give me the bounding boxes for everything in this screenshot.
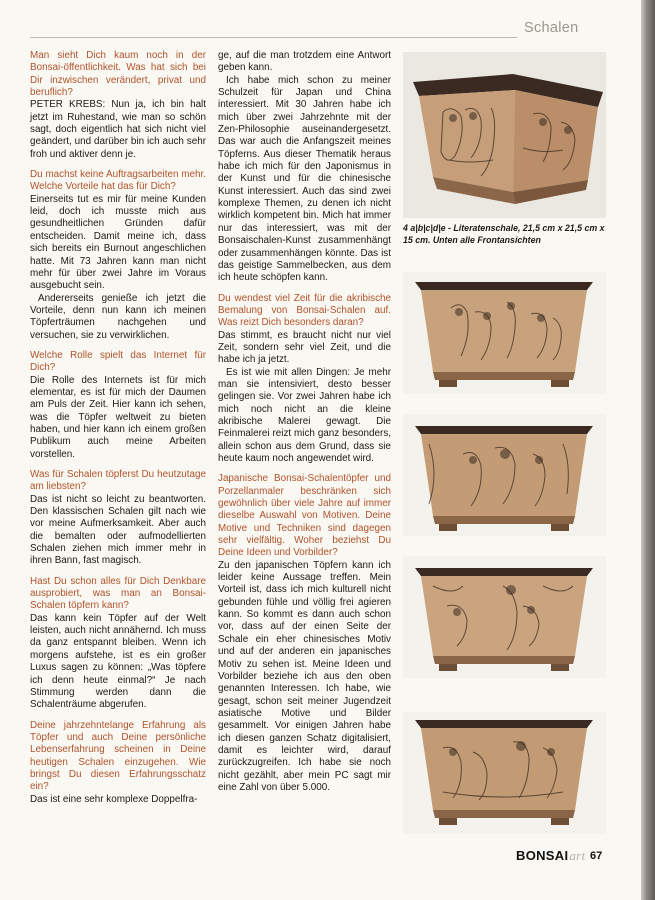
answer-paragraph: Zu den japanischen Töpfern kann ich leider keine Aussage treffen. Mein Vorteil ist, dass ich mich kulturell nicht gebunden fühle und völlig frei agieren kann. So kommt es dann auch schon vor, dass auf der einen Seite der Schale ein eher chinesisches Motiv und auf der anderen ein japanisches Motiv zu sehen ist. Meine Ideen und Vorbilder beziehe ich aus den oben genannten Interessen. Ich habe, wie gesagt, schon seit meiner Jugendzeit asiatische Motive und Bilder gesammelt. Vor einigen Jahren habe ich diesen ganzen Schatz digitalisiert, damit es leichter wird, darauf zurückzugreifen. Ich habe sie noch nicht gezählt, aber mein PC sagt mir eine Zahl von über 5.000. (218, 559, 391, 793)
pot-front-view-3 (403, 556, 606, 678)
pot-front-view-1 (403, 272, 606, 394)
text-column-left (30, 50, 206, 806)
pot-front-view-2 (403, 414, 606, 536)
text-column-middle (218, 50, 391, 794)
answer-paragraph: Das stimmt, es braucht nicht nur viel Zeit, sondern sehr viel Zeit, und die habe ich ja jetzt. (218, 329, 391, 366)
question-paragraph: Deine jahrzehntelange Erfahrung als Töpfer und auch Deine persönliche Lebenserfahrung scheinen in Deine heutigen Schalen einzugehen. Wie bringst Du diesen Erfahrungsschatz ein? (30, 719, 206, 793)
bonsai-pot-illustration (403, 272, 606, 394)
answer-paragraph: Das ist nicht so leicht zu beantworten. Den klassischen Schalen gilt nach wie vor meine Aufmerksamkeit. Aber auch die bemalten oder aufmodellierten Schalen ziehen mich immer mehr in ihren Bann, fast magisch. (30, 493, 206, 567)
bonsai-pot-illustration (403, 52, 606, 218)
question-paragraph: Hast Du schon alles für Dich Denkbare ausprobiert, was man an Bonsai-Schalen töpfern kann? (30, 575, 206, 612)
answer-paragraph: Die Rolle des Internets ist für mich elementar, es ist für mich der Daumen am Puls der Zeit. Hier kann ich sehen, was die Töpfer weltweit zu bieten haben, und hier kann ich einem großen Publikum auch meine Arbeiten vorstellen. (30, 374, 206, 460)
pot-photo-angled (403, 52, 606, 218)
section-title: Schalen (524, 20, 579, 36)
logo-suffix: art (569, 848, 586, 863)
answer-paragraph: Ich habe mich schon zu meiner Schulzeit für Japan und China interessiert. Mit 30 Jahren habe ich mich über zwei Jahrzehnte mit der Zen-Philosophie auseinandergesetzt. Das war auch die Anfangszeit meines Töpferns. Aus dieser Thematik heraus habe ich mich für den Japonismus in der Kunst und für die chinesische Kunst interessiert. Auch das sind zwei komplexe Themen, zu denen ich nicht wirklich kompetent bin. Mich hat immer nur das interessiert, was mit der Bonsaischalen-Kunst zusammenhängt oder zusammenhängen könnte. Das ist das geistige Sammelbecken, aus dem ich heute schöpfen kann. (218, 74, 391, 284)
bonsai-pot-illustration (403, 556, 606, 678)
answer-paragraph: Es ist wie mit allen Dingen: Je mehr man sie intensiviert, desto besser gelingen sie. Vor zwei Jahren habe ich mich noch nicht an die kleine akribische Malerei gewagt. Die Feinmalerei reizt mich ganz besonders, allein schon aus dem Grund, dass sie heute kaum noch angewendet wird. (218, 366, 391, 464)
answer-paragraph: ge, auf die man trotzdem eine Antwort geben kann. (218, 50, 391, 74)
question-paragraph: Was für Schalen töpferst Du heutzutage am liebsten? (30, 469, 206, 493)
question-paragraph: Man sieht Dich kaum noch in der Bonsai-öffentlichkeit. Was hat sich bei Dir inzwischen verändert, privat und beruflich? (30, 50, 206, 99)
bonsai-pot-illustration (403, 712, 606, 834)
question-paragraph: Japanische Bonsai-Schalentöpfer und Porzellanmaler beschränken sich gewöhnlich über viele Jahre auf immer dieselbe Auswahl von Motiven. Deine Motive und Techniken sind dagegen sehr vielfältig. Woher beziehst Du Deine Ideen und Vorbilder? (218, 473, 391, 559)
logo-text: BONSAI (516, 848, 569, 863)
page-number: 67 (590, 850, 603, 862)
photo-caption: 4 a|b|c|d|e - Literatenschale, 21,5 cm x 21,5 cm x 15 cm. Unten alle Frontansichten (403, 223, 605, 245)
page-spine-shadow (641, 0, 655, 900)
question-paragraph: Du machst keine Auftragsarbeiten mehr. Welche Vorteile hat das für Dich? (30, 169, 206, 193)
answer-paragraph: Andererseits genieße ich jetzt die Vorteile, denn nun kann ich meinen Töpferträumen nachgehen und versuchen, sie zu verwirklichen. (30, 292, 206, 341)
question-paragraph: Welche Rolle spielt das Internet für Dich? (30, 349, 206, 374)
answer-paragraph: Einerseits tut es mir für meine Kunden leid, doch ich musste mich aus gesundheitlichen Gründen dafür entscheiden. Damit meine ich, dass sich bereits ein Burnout angeschlichen hatte. Mit 73 Jahren kann man nicht mehr für über zwei Jahre im Voraus ausgebucht sein. (30, 193, 206, 292)
answer-paragraph: Das kann kein Töpfer auf der Welt leisten, auch nicht annähernd. Ich muss da ganz entspannt bleiben. Wenn ich morgens aufstehe, ist es ein großer Luxus sagen zu können: „Was töpfere ich denn heute einmal?“ Je nach Stimmung werden dann die Schalenträume abgerufen. (30, 612, 206, 711)
header-rule (30, 37, 517, 38)
magazine-logo (516, 848, 585, 868)
answer-paragraph: Das ist eine sehr komplexe Doppelfra- (30, 793, 198, 805)
pot-front-view-4 (403, 712, 606, 834)
question-paragraph: Du wendest viel Zeit für die akribische Bemalung von Bonsai-Schalen auf. Was reizt Dich besonders daran? (218, 292, 391, 329)
answer-paragraph: PETER KREBS: Nun ja, ich bin halt jetzt im Ruhestand, wie man so schön sagt, doch eigentlich hat sich nicht viel geändert, und darüber bin ich auch sehr froh und aktiver denn je. (30, 99, 206, 160)
bonsai-pot-illustration (403, 414, 606, 536)
